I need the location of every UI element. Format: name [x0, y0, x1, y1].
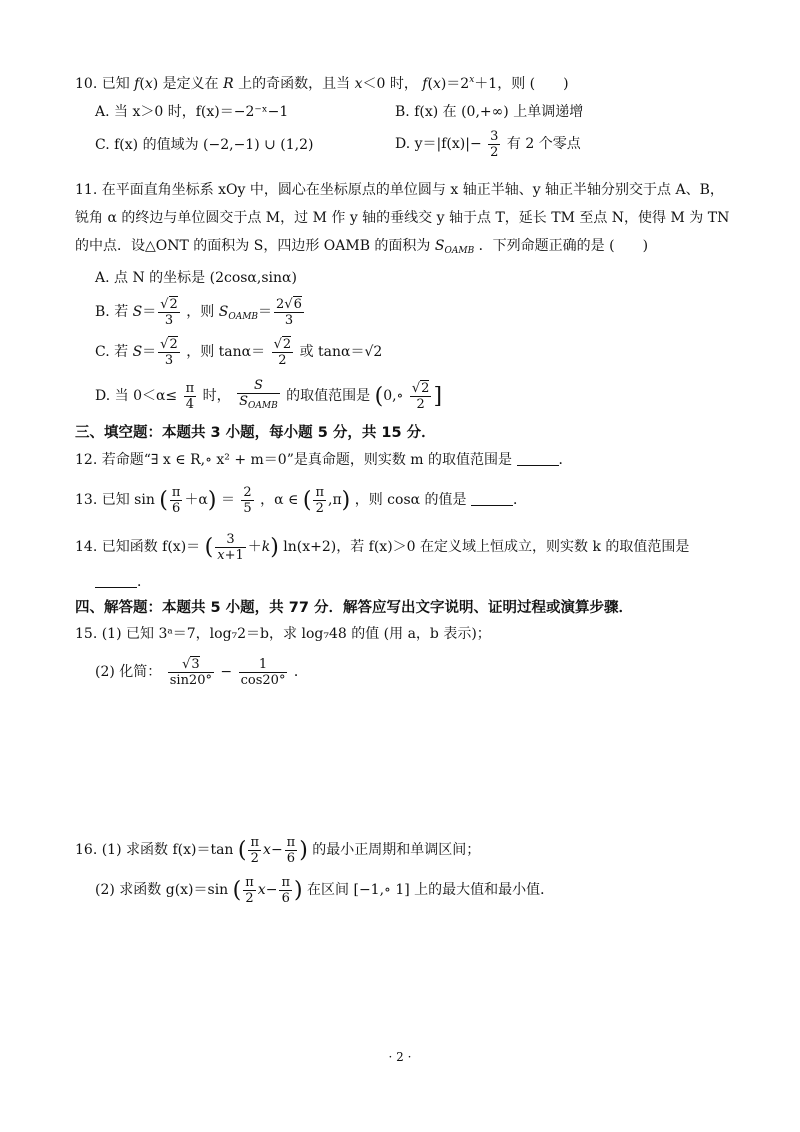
section-3-heading: 三、填空题：本题共 3 小题，每小题 5 分，共 15 分． — [75, 425, 436, 441]
q11-option-c-mid: ，则 tanα＝ — [186, 344, 266, 360]
q10-stem-d: 时， — [389, 76, 418, 92]
q15-part2-post: ． — [293, 664, 308, 680]
q10-option-d-post: 有 2 个零点 — [506, 136, 581, 152]
q13-mid2: ，α ∈ — [260, 492, 299, 508]
q10-stem-a: 10. 已知 — [75, 76, 130, 92]
q11-line2: 锐角 α 的终边与单位圆交于点 M，过 M 作 y 轴的垂线交 y 轴于点 T，延长 TM 至点 N，使得 M 为 TN — [75, 210, 730, 226]
q15-part2: (2) 化简： $\frac{√3}{\sin 20^\circ}$ − $\frac{1}{\cos 20^\circ}$ ． — [95, 656, 308, 688]
q13: 13. 已知 sin ( $\frac{\pi}{6}$ ＋α) ＝ $\frac{2}{5}$ ，α ∈ ( $\frac{\pi}{2}$ ,π) ，则 cosα 的值是 ． — [75, 484, 527, 516]
q13-answer-blank[interactable] — [471, 491, 513, 506]
q11-option-c-post: 或 tanα＝√2 — [299, 344, 383, 360]
q14-end: ． — [137, 574, 151, 590]
q10-option-d — [395, 128, 581, 160]
q14-mid: ln(x+2)，若 f(x)＞0 在定义域上恒成立，则实数 k 的取值范围是 — [283, 539, 690, 555]
q12-text: 12. 若命题“∃ x ∈ R,∘ x² + m＝0”是真命题，则实数 m 的取值范围是 — [75, 452, 513, 468]
q10-stem-c: 上的奇函数，且当 — [238, 76, 351, 92]
q13-post: ，则 cosα 的值是 — [354, 492, 467, 508]
q11-option-d: D. 当 0＜α≤ $\frac{\pi}{4}$ 时， $\frac{S}{S_{OAMB}}$ 的取值范围是 (0,∘ $\frac{√2}{2}$ ] — [95, 378, 443, 412]
q16-part2-post: 在区间 [−1,∘ 1] 上的最大值和最小值． — [307, 882, 555, 898]
q10-option-d-pre: D. y＝|f(x)|− — [395, 136, 482, 152]
page-number: · 2 · — [388, 1050, 412, 1064]
q15-part1: 15. (1) 已知 3ᵃ＝7，log₇2＝b，求 log₇48 的值 (用 a，b 表示)； — [75, 626, 491, 642]
q11-line3-post: ．下列命题正确的是 ( ) — [478, 238, 649, 254]
q16-part1: 16. (1) 求函数 f(x)＝tan ( $\frac{\pi}{2}$ x− $\frac{\pi}{6}$ ) 的最小正周期和单调区间； — [75, 834, 481, 866]
q10-frac-3-2: $\frac{3}{2}$ — [490, 128, 499, 160]
q10-fx: f — [134, 76, 140, 92]
q11-option-b: B. 若 S＝ $\frac{√2}{3}$ ，则 $S_{OAMB}=$ $\frac{2√6}{3}$ — [95, 296, 302, 328]
q11-option-d-pre: D. 当 0＜α≤ — [95, 388, 178, 404]
q10-stem-e: ，则 ( ) — [497, 76, 569, 92]
q16-part2-pre: (2) 求函数 g(x)＝sin — [95, 882, 229, 898]
q15-part2-pre: (2) 化简： — [95, 664, 162, 680]
q11-option-b-mid: ，则 — [186, 304, 215, 320]
q12-post: ． — [558, 452, 573, 468]
q10-option-a: A. 当 x＞0 时，f(x)＝−2⁻ˣ−1 — [95, 104, 289, 120]
q13-pre: 13. 已知 sin — [75, 492, 155, 508]
q14-answer-blank[interactable] — [95, 573, 137, 588]
q10-stem-b: 是定义在 — [162, 76, 219, 92]
q16-part1-pre: 16. (1) 求函数 f(x)＝tan — [75, 842, 234, 858]
q13-mid1: ＝ — [220, 492, 235, 508]
q14-pre: 14. 已知函数 f(x)＝ — [75, 539, 201, 555]
q11-option-c-pre: C. 若 — [95, 344, 129, 360]
section-4-heading: 四、解答题：本题共 5 小题，共 77 分．解答应写出文字说明、证明过程或演算步骤． — [75, 600, 633, 616]
q10-R: R — [223, 76, 234, 92]
q11-option-b-pre: B. 若 — [95, 304, 129, 320]
q10-stem: 10. 已知 f(x) 是定义在 R 上的奇函数，且当 x＜0 时， $f(x)=2^x+1$，则 ( ) — [75, 75, 569, 92]
q16-part2: (2) 求函数 g(x)＝sin ( $\frac{\pi}{2}$ x− $\frac{\pi}{6}$ ) 在区间 [−1,∘ 1] 上的最大值和最小值． — [95, 874, 555, 906]
q16-part1-post: 的最小正周期和单调区间； — [312, 842, 481, 858]
q14: 14. 已知函数 f(x)＝ ( $\frac{3}{x+1}$ ＋k) ln(x+2)，若 f(x)＞0 在定义域上恒成立，则实数 k 的取值范围是 — [75, 531, 690, 563]
q11-option-a: A. 点 N 的坐标是 (2cosα,sinα) — [95, 270, 297, 286]
q11-option-d-post: 的取值范围是 — [286, 388, 371, 404]
q10-option-c: C. f(x) 的值域为 (−2,−1) ∪ (1,2) — [95, 137, 314, 153]
q11-line1: 11. 在平面直角坐标系 xOy 中，圆心在坐标原点的单位圆与 x 轴正半轴、y 轴正半轴分别交于点 A、B， — [75, 182, 724, 198]
q13-end: ． — [512, 492, 527, 508]
q12-answer-blank[interactable] — [517, 451, 559, 466]
q11-line3: 的中点．设△ONT 的面积为 S，四边形 OAMB 的面积为 $S_{OAMB}$ ．下列命题正确的是 ( ) — [75, 238, 649, 256]
q14-cont — [95, 572, 151, 592]
q11-option-d-mid: 时， — [202, 388, 231, 404]
q12 — [75, 450, 573, 470]
q11-option-c: C. 若 S＝ $\frac{√2}{3}$ ，则 tanα＝ $\frac{√2}{2}$ 或 tanα＝√2 — [95, 336, 383, 368]
q11-line3-pre: 的中点．设△ONT 的面积为 S，四边形 OAMB 的面积为 — [75, 238, 431, 254]
q10-option-b: B. f(x) 在 (0,+∞) 上单调递增 — [395, 104, 584, 120]
